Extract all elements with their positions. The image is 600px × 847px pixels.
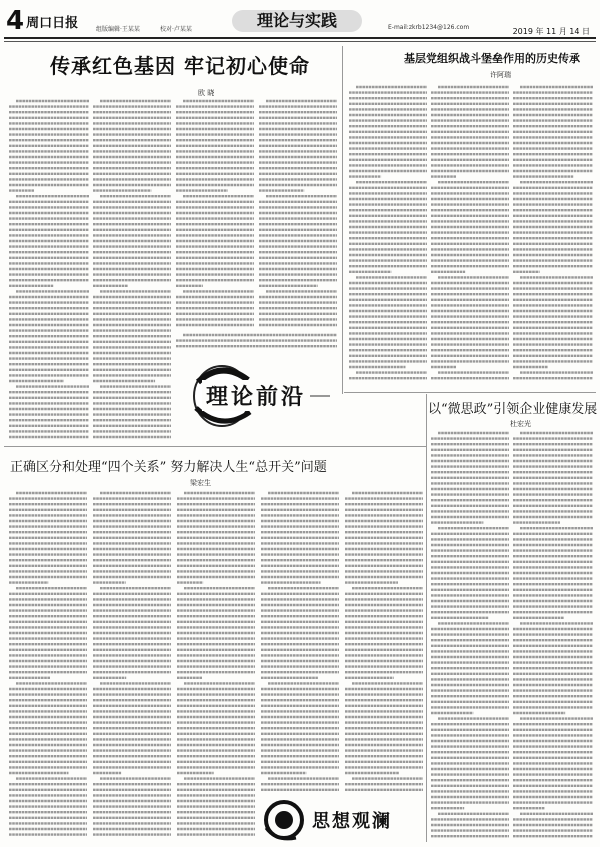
right-mid-column-1	[430, 430, 510, 840]
text-lines-2	[92, 98, 172, 443]
text-lines-7	[430, 84, 510, 384]
text-lines-9	[430, 430, 510, 840]
right-top-headline: 基层党组织战斗堡垒作用的历史传承	[404, 52, 580, 65]
bottom-headline: 正确区分和处理“四个关系” 努力解决人生“总开关”问题	[10, 460, 327, 475]
bottom-column-2	[92, 490, 172, 840]
right-top-byline: 许阿瑞	[490, 71, 511, 79]
bottom-section-rule	[4, 446, 426, 447]
column-divider-right	[426, 394, 427, 842]
bottom-column-5	[344, 490, 424, 795]
email-address: E-mail:zkrb1234@126.com	[388, 24, 470, 31]
thought-view-banner	[262, 798, 424, 842]
column-divider-main	[342, 46, 343, 394]
header-rule-thin	[4, 41, 596, 42]
text-lines-11	[8, 490, 88, 840]
right-top-column-3	[512, 84, 594, 384]
main-article-column-1	[8, 98, 90, 443]
text-lines-5	[175, 332, 338, 350]
main-article-column-4	[258, 98, 338, 330]
text-lines-10	[512, 430, 594, 840]
right-mid-headline: 以“微思政”引领企业健康发展	[428, 402, 598, 417]
thought-view-label: 思想观澜	[312, 811, 392, 832]
bottom-column-1	[8, 490, 88, 840]
right-mid-byline: 杜宏光	[510, 420, 531, 428]
main-headline: 传承红色基因 牢记初心使命	[50, 54, 310, 78]
text-lines-14	[260, 490, 340, 795]
text-lines-13	[176, 490, 256, 840]
main-article-column-3	[175, 98, 255, 330]
bottom-column-3	[176, 490, 256, 840]
text-lines-8	[512, 84, 594, 384]
editor-credit: 组版编辑·王某某	[96, 26, 140, 33]
right-section-rule	[344, 392, 596, 393]
text-lines-1	[8, 98, 90, 443]
page-number-block	[6, 4, 78, 34]
header-rule	[4, 37, 596, 39]
text-lines-3	[175, 98, 255, 330]
text-lines-15	[344, 490, 424, 795]
paper-name: 周口日报	[26, 16, 79, 31]
theory-frontier-banner	[178, 352, 334, 438]
main-article-column-5	[175, 332, 338, 350]
page-header	[0, 0, 600, 46]
banner-swirl-graphic	[262, 798, 308, 842]
bottom-byline: 梁宏生	[190, 479, 211, 487]
theory-frontier-label: 理论前沿	[202, 380, 310, 411]
proofread-credit: 校对·卢某某	[160, 26, 192, 33]
bottom-column-4	[260, 490, 340, 795]
right-top-column-2	[430, 84, 510, 384]
right-mid-column-2	[512, 430, 594, 840]
main-article-column-2	[92, 98, 172, 443]
page-number: 4	[6, 6, 25, 36]
issue-date: 2019 年 11 月 14 日	[512, 27, 590, 36]
main-byline: 欧 晓	[198, 89, 215, 97]
section-title: 理论与实践	[232, 10, 362, 32]
text-lines-6	[348, 84, 428, 384]
text-lines-4	[258, 98, 338, 330]
right-top-column-1	[348, 84, 428, 384]
text-lines-12	[92, 490, 172, 840]
